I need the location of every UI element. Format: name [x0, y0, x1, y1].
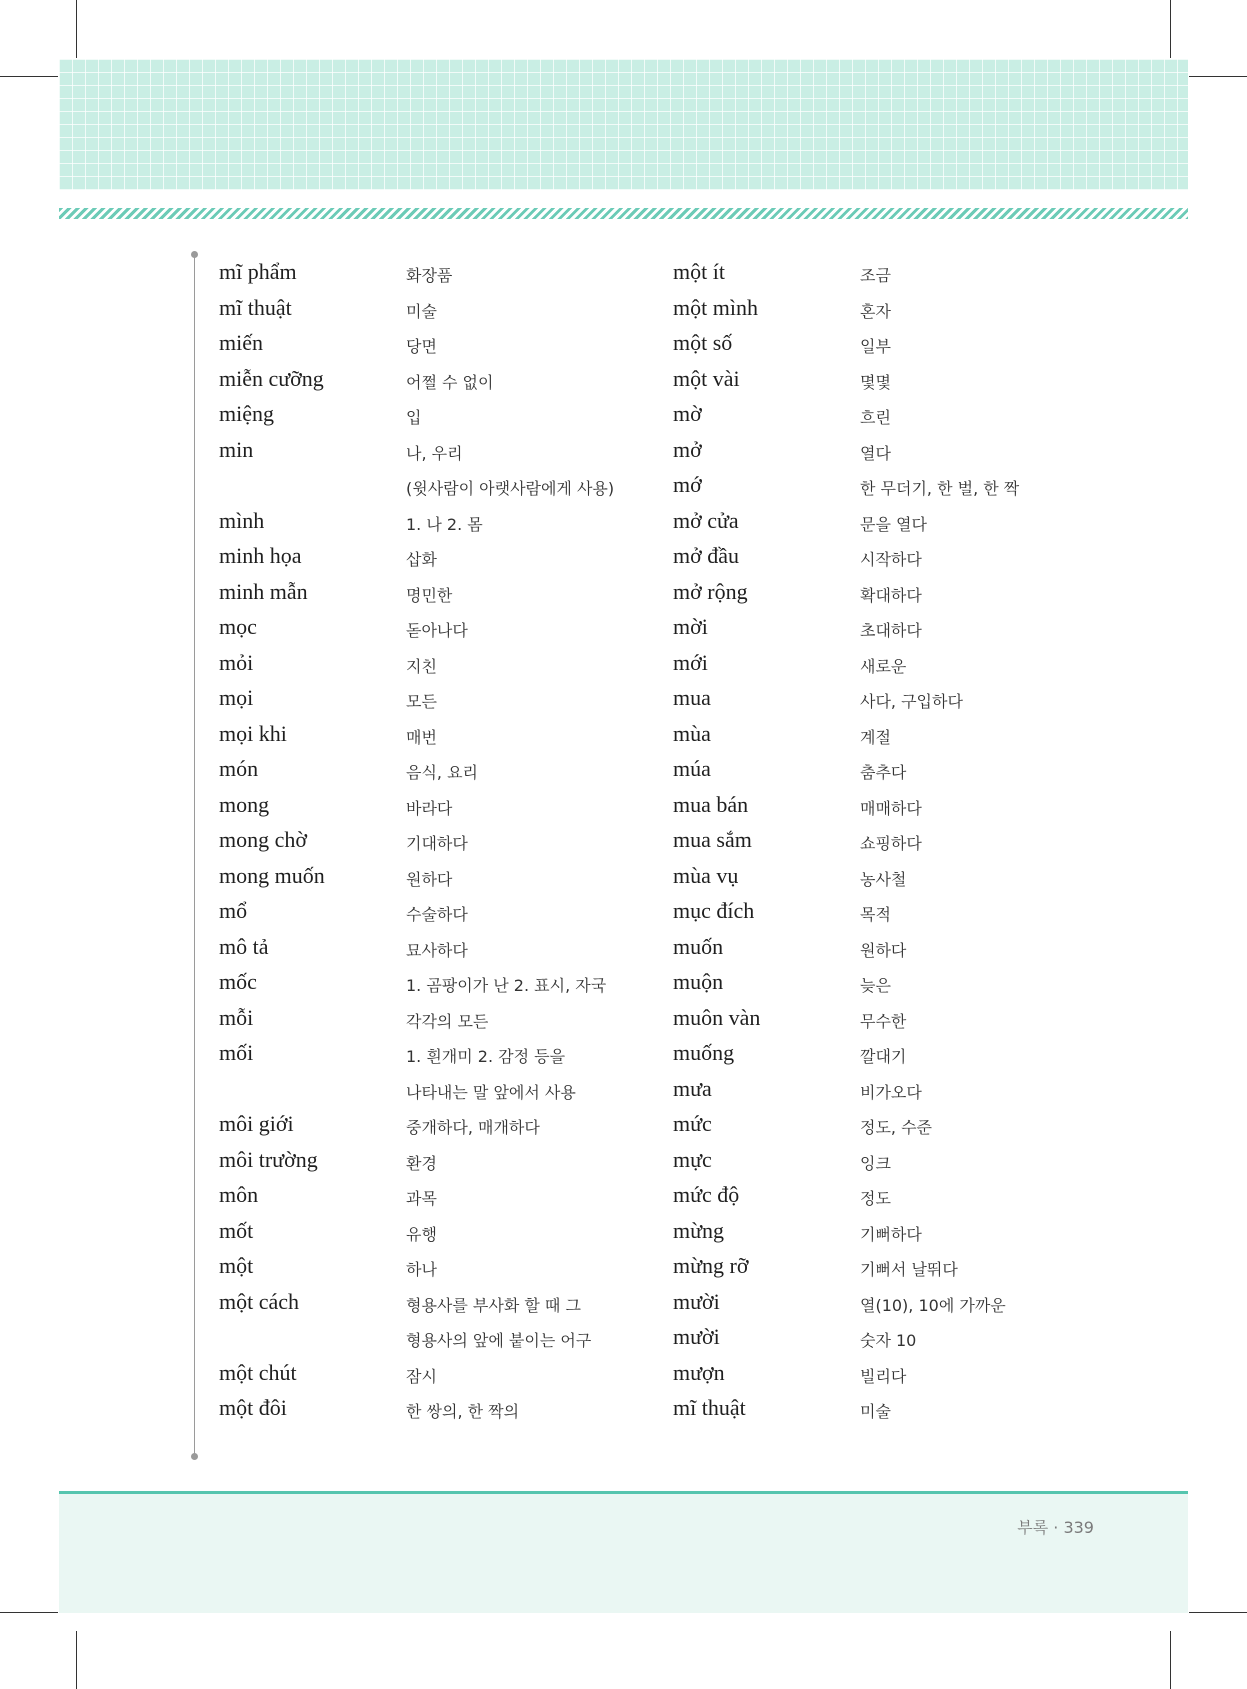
korean-meaning: 기뻐하다 — [860, 1224, 922, 1244]
korean-meaning: 숫자 10 — [860, 1331, 917, 1350]
korean-meaning: 확대하다 — [860, 585, 922, 605]
vietnamese-term: múa — [673, 756, 711, 781]
vietnamese-term: một mình — [673, 294, 758, 320]
korean-meaning: 1. 나 2. 몸 — [406, 514, 483, 534]
vietnamese-term: miễn cưỡng — [219, 365, 324, 391]
vietnamese-term: mô tả — [219, 933, 269, 959]
korean-meaning: 몇몇 — [860, 372, 891, 392]
korean-meaning: 열다 — [860, 443, 891, 463]
korean-meaning: 기뻐서 날뛰다 — [860, 1260, 958, 1279]
korean-meaning: 시작하다 — [860, 550, 922, 569]
vietnamese-term: mọc — [219, 614, 257, 639]
vietnamese-term: mua — [673, 685, 711, 710]
korean-meaning: 잉크 — [860, 1153, 891, 1173]
vietnamese-term: mỗi — [219, 1004, 254, 1030]
vietnamese-term: minh họa — [219, 543, 302, 568]
korean-meaning: 쇼핑하다 — [860, 834, 922, 853]
korean-meaning: 문을 열다 — [860, 514, 927, 534]
crop-mark-top-left-h — [0, 76, 58, 77]
korean-meaning: 한 쌍의, 한 짝의 — [406, 1402, 520, 1421]
korean-meaning: 계절 — [860, 727, 891, 747]
crop-mark-bottom-right-h — [1189, 1612, 1247, 1613]
vietnamese-term: mong — [219, 791, 270, 817]
vietnamese-term: mức — [673, 1111, 712, 1136]
korean-meaning: 나, 우리 — [406, 443, 463, 463]
korean-meaning: 모든 — [406, 692, 437, 711]
vietnamese-term: một ít — [673, 259, 725, 284]
korean-meaning: 비가오다 — [860, 1082, 922, 1102]
korean-meaning: 잠시 — [406, 1366, 437, 1386]
vietnamese-term: mong muốn — [219, 862, 325, 888]
korean-meaning: 사다, 구입하다 — [860, 692, 963, 711]
vietnamese-term: muốn — [673, 933, 724, 959]
vietnamese-term: muộn — [673, 969, 724, 994]
vietnamese-term: môi giới — [219, 1111, 294, 1136]
margin-rule-bottom-dot — [191, 1453, 198, 1460]
vietnamese-term: miệng — [219, 401, 274, 426]
crop-mark-top-right-h — [1189, 76, 1247, 77]
korean-meaning: 깔대기 — [860, 1047, 907, 1066]
korean-meaning: 입 — [406, 408, 422, 427]
margin-rule-top-dot — [191, 251, 198, 258]
vietnamese-term: mực — [673, 1146, 712, 1172]
vietnamese-term: mình — [219, 507, 265, 533]
korean-meaning: 명민한 — [406, 585, 453, 605]
korean-meaning: 빌리다 — [860, 1366, 907, 1386]
korean-meaning: 돋아나다 — [406, 621, 468, 640]
korean-meaning: 각각의 모든 — [406, 1011, 489, 1031]
vietnamese-term: mớ — [673, 472, 702, 497]
vietnamese-term: mùa vụ — [673, 862, 739, 888]
vietnamese-term: một chút — [219, 1359, 297, 1385]
vietnamese-term: mối — [219, 1040, 254, 1065]
korean-meaning: 정도 — [860, 1189, 891, 1208]
korean-meaning: 미술 — [406, 301, 437, 321]
vietnamese-term: mọi khi — [219, 720, 287, 746]
crop-mark-top-left-v — [76, 0, 77, 58]
korean-meaning: 과목 — [406, 1189, 437, 1208]
vietnamese-term: miến — [219, 330, 263, 355]
vietnamese-term: mở rộng — [673, 578, 748, 604]
korean-meaning: 농사철 — [860, 869, 907, 889]
korean-meaning: 지친 — [406, 656, 437, 676]
vietnamese-term: món — [219, 756, 259, 781]
korean-meaning: 하나 — [406, 1260, 437, 1279]
header-grid-band — [59, 59, 1188, 190]
vietnamese-term: một số — [673, 330, 733, 355]
korean-meaning: 조금 — [860, 266, 891, 285]
vietnamese-term: mĩ thuật — [673, 1395, 746, 1420]
korean-meaning: 유행 — [406, 1224, 437, 1244]
vietnamese-term: mưa — [673, 1075, 712, 1101]
korean-meaning: 원하다 — [406, 869, 453, 889]
vietnamese-term: mua bán — [673, 791, 749, 817]
korean-meaning: 매번 — [406, 727, 437, 747]
vietnamese-term: mở — [673, 436, 702, 462]
vietnamese-term: mười — [673, 1324, 720, 1349]
vietnamese-term: mới — [673, 649, 708, 675]
vietnamese-term: mục đích — [673, 898, 755, 923]
korean-meaning: 어쩔 수 없이 — [406, 372, 494, 392]
vietnamese-term: mở cửa — [673, 507, 739, 533]
crop-mark-bottom-left-h — [0, 1612, 58, 1613]
vietnamese-term: một đôi — [219, 1395, 287, 1420]
vietnamese-term: mĩ thuật — [219, 294, 292, 320]
korean-meaning: 미술 — [860, 1402, 891, 1421]
korean-meaning: 흐린 — [860, 408, 891, 427]
korean-meaning: 화장품 — [406, 266, 453, 285]
korean-meaning: 매매하다 — [860, 798, 922, 818]
vietnamese-term: môi trường — [219, 1146, 318, 1172]
vietnamese-term: mọi — [219, 685, 254, 710]
vietnamese-term: mờ — [673, 401, 702, 426]
vietnamese-term: mừng rỡ — [673, 1253, 749, 1278]
korean-meaning: 수술하다 — [406, 905, 468, 924]
korean-meaning: 한 무더기, 한 벌, 한 짝 — [860, 479, 1020, 498]
vietnamese-term: minh mẫn — [219, 578, 308, 604]
korean-meaning: (윗사람이 아랫사람에게 사용) — [406, 479, 615, 498]
korean-meaning: 나타내는 말 앞에서 사용 — [406, 1082, 576, 1102]
korean-meaning: 춤추다 — [860, 763, 907, 782]
crop-mark-top-right-v — [1170, 0, 1171, 58]
korean-meaning: 무수한 — [860, 1011, 907, 1031]
vietnamese-term: mua sắm — [673, 827, 752, 852]
korean-meaning: 당면 — [406, 337, 437, 356]
korean-meaning: 새로운 — [860, 656, 907, 676]
vietnamese-term: mức độ — [673, 1182, 740, 1207]
vietnamese-term: mỏi — [219, 649, 254, 675]
korean-meaning: 원하다 — [860, 940, 907, 960]
vietnamese-term: mời — [673, 614, 708, 639]
vietnamese-term: môn — [219, 1182, 259, 1207]
margin-rule — [194, 253, 195, 1458]
korean-meaning: 음식, 요리 — [406, 763, 478, 782]
vietnamese-term: muống — [673, 1040, 735, 1065]
korean-meaning: 형용사의 앞에 붙이는 어구 — [406, 1331, 592, 1350]
korean-meaning: 정도, 수준 — [860, 1118, 932, 1137]
korean-meaning: 일부 — [860, 337, 891, 356]
crop-mark-bottom-right-v — [1170, 1631, 1171, 1689]
korean-meaning: 열(10), 10에 가까운 — [860, 1295, 1006, 1315]
vietnamese-term: mùa — [673, 720, 711, 746]
vietnamese-term: mốt — [219, 1217, 254, 1243]
vietnamese-term: min — [219, 436, 254, 462]
korean-meaning: 목적 — [860, 905, 891, 924]
korean-meaning: 1. 곰팡이가 난 2. 표시, 자국 — [406, 976, 607, 995]
korean-meaning: 기대하다 — [406, 834, 468, 853]
korean-meaning: 중개하다, 매개하다 — [406, 1118, 540, 1137]
page-number: 부록 · 339 — [1017, 1518, 1094, 1537]
crop-mark-bottom-left-v — [76, 1631, 77, 1689]
vietnamese-term: một cách — [219, 1288, 300, 1314]
vietnamese-term: mừng — [673, 1217, 725, 1243]
vietnamese-term: mười — [673, 1288, 720, 1314]
korean-meaning: 초대하다 — [860, 621, 922, 640]
korean-meaning: 바라다 — [406, 798, 453, 818]
vietnamese-term: mốc — [219, 969, 257, 994]
korean-meaning: 환경 — [406, 1153, 437, 1173]
vietnamese-term: một vài — [673, 365, 740, 391]
korean-meaning: 늦은 — [860, 976, 891, 995]
vietnamese-term: một — [219, 1253, 254, 1278]
footer-band — [59, 1494, 1188, 1613]
vietnamese-term: mở đầu — [673, 543, 740, 568]
vietnamese-term: mượn — [673, 1359, 725, 1385]
vietnamese-term: mĩ phẩm — [219, 259, 297, 284]
korean-meaning: 묘사하다 — [406, 940, 468, 960]
korean-meaning: 삽화 — [406, 550, 437, 569]
korean-meaning: 혼자 — [860, 301, 891, 321]
header-diagonal-stripe — [59, 208, 1188, 219]
vietnamese-term: muôn vàn — [673, 1004, 761, 1030]
korean-meaning: 1. 흰개미 2. 감정 등을 — [406, 1047, 566, 1066]
korean-meaning: 형용사를 부사화 할 때 그 — [406, 1295, 581, 1315]
vietnamese-term: mổ — [219, 898, 248, 923]
vietnamese-term: mong chờ — [219, 827, 308, 852]
